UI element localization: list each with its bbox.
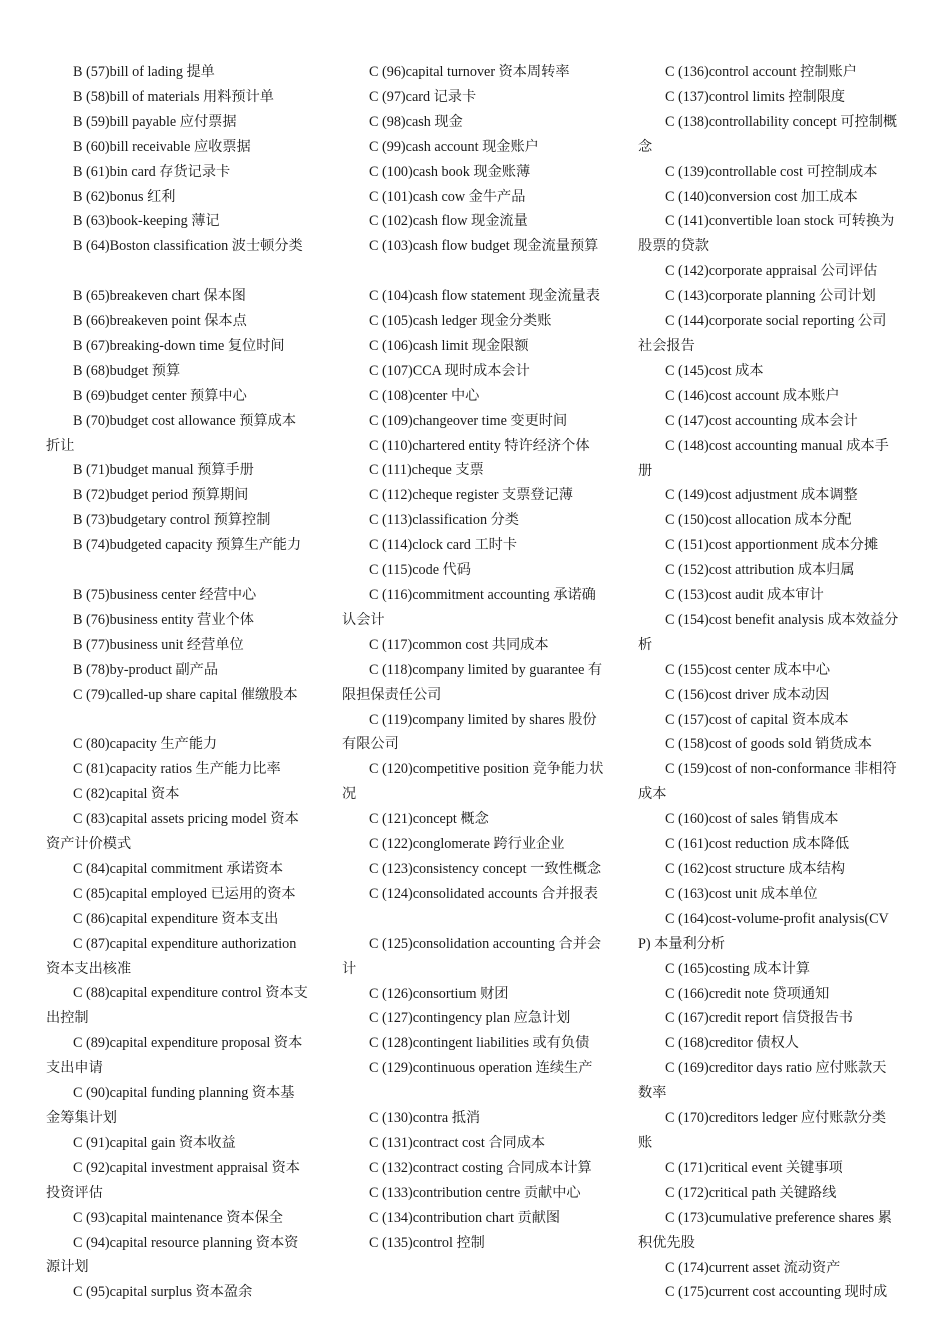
glossary-entry: C (104)cash flow statement 现金流量表 <box>369 288 600 305</box>
glossary-entry: C (144)corporate social reporting 公司社会报告 <box>638 313 887 354</box>
glossary-entry: B (62)bonus 红利 <box>73 188 176 205</box>
glossary-entry: C (118)company limited by guarantee 有限担保责任公司 <box>342 661 603 703</box>
glossary-entry: C (143)corporate planning 公司计划 <box>665 288 876 305</box>
glossary-entry: C (89)capital expenditure proposal 资本支出申请 <box>46 1035 303 1077</box>
glossary-entry: C (124)consolidated accounts 合并报表 <box>369 885 598 902</box>
glossary-entry: C (140)conversion cost 加工成本 <box>665 188 858 205</box>
glossary-entry: C (142)corporate appraisal 公司评估 <box>665 263 878 280</box>
glossary-entry: C (123)consistency concept 一致性概念 <box>369 860 602 877</box>
glossary-entry: C (175)current cost accounting 现时成 <box>665 1284 888 1301</box>
glossary-entry: C (95)capital surplus 资本盈余 <box>73 1284 253 1301</box>
glossary-entry: C (106)cash limit 现金限额 <box>369 337 529 354</box>
glossary-entry: B (60)bill receivable 应收票据 <box>73 138 251 155</box>
glossary-entry: B (69)budget center 预算中心 <box>73 387 247 404</box>
glossary-entry: C (100)cash book 现金账薄 <box>369 163 531 180</box>
glossary-entry: C (116)commitment accounting 承诺确认会计 <box>342 587 596 628</box>
glossary-entry: C (94)capital resource planning 资本资源计划 <box>46 1234 299 1276</box>
glossary-entry: C (152)cost attribution 成本归属 <box>665 562 855 579</box>
blank-line <box>46 558 308 583</box>
glossary-entry: B (59)bill payable 应付票据 <box>73 113 237 130</box>
blank-line <box>46 708 308 733</box>
glossary-entry: C (146)cost account 成本账户 <box>665 387 840 404</box>
glossary-entry: C (99)cash account 现金账户 <box>369 138 539 155</box>
glossary-entry: B (67)breaking-down time 复位时间 <box>73 337 285 354</box>
glossary-entry: C (122)conglomerate 跨行业企业 <box>369 836 565 853</box>
glossary-entry: B (73)budgetary control 预算控制 <box>73 512 271 529</box>
glossary-entry: C (149)cost adjustment 成本调整 <box>665 487 858 504</box>
glossary-entry: C (134)contribution chart 贡献图 <box>369 1209 561 1226</box>
glossary-entry: C (93)capital maintenance 资本保全 <box>73 1209 283 1226</box>
glossary-entry: B (65)breakeven chart 保本图 <box>73 288 246 305</box>
glossary-entry: B (77)business unit 经营单位 <box>73 636 244 653</box>
glossary-column-3 <box>638 60 900 1305</box>
glossary-entry: C (108)center 中心 <box>369 387 480 404</box>
glossary-entry: C (82)capital 资本 <box>73 786 180 803</box>
glossary-entry: C (117)common cost 共同成本 <box>369 636 549 653</box>
glossary-entry: C (126)consortium 财团 <box>369 985 509 1002</box>
glossary-entry: C (97)card 记录卡 <box>369 88 477 105</box>
glossary-entry: C (129)continuous operation 连续生产 <box>369 1060 593 1077</box>
glossary-entry: C (173)cumulative preference shares 累积优先股 <box>638 1209 892 1251</box>
glossary-entry: B (57)bill of lading 提单 <box>73 64 215 80</box>
glossary-entry: C (167)credit report 信贷报告书 <box>665 1010 853 1027</box>
glossary-entry: C (109)changeover time 变更时间 <box>369 412 568 429</box>
glossary-entry: C (96)capital turnover 资本周转率 <box>369 64 570 80</box>
glossary-entry: C (138)controllability concept 可控制概念 <box>638 113 898 155</box>
blank-line <box>342 1081 604 1106</box>
glossary-entry: C (160)cost of sales 销售成本 <box>665 811 839 828</box>
glossary-entry: C (121)concept 概念 <box>369 811 489 828</box>
glossary-entry: C (168)creditor 债权人 <box>665 1035 799 1052</box>
glossary-entry: C (159)cost of non-conformance 非相符成本 <box>638 761 897 803</box>
glossary-entry: C (85)capital employed 已运用的资本 <box>73 885 296 902</box>
glossary-entry: C (147)cost accounting 成本会计 <box>665 412 858 429</box>
glossary-entry: C (114)clock card 工时卡 <box>369 537 518 554</box>
glossary-entry: C (170)creditors ledger 应付账款分类账 <box>638 1110 887 1151</box>
glossary-entry: C (155)cost center 成本中心 <box>665 661 831 678</box>
glossary-entry: C (141)convertible loan stock 可转换为股票的贷款 <box>638 213 895 255</box>
glossary-entry: C (162)cost structure 成本结构 <box>665 861 846 877</box>
glossary-entry: C (153)cost audit 成本审计 <box>665 587 824 604</box>
glossary-entry: C (174)current asset 流动资产 <box>665 1259 841 1276</box>
glossary-entry: B (78)by-product 副产品 <box>73 661 219 678</box>
glossary-entry: C (87)capital expenditure authorization 资本支出核准 <box>46 935 297 977</box>
glossary-entry: C (80)capacity 生产能力 <box>73 736 218 753</box>
glossary-entry: C (120)competitive position 竞争能力状况 <box>342 761 604 803</box>
glossary-entry: C (161)cost reduction 成本降低 <box>665 836 850 853</box>
glossary-entry: C (119)company limited by shares 股份有限公司 <box>342 711 597 753</box>
glossary-entry: C (150)cost allocation 成本分配 <box>665 512 852 529</box>
blank-line <box>342 907 604 932</box>
glossary-column-2 <box>342 60 604 1255</box>
glossary-entry: C (132)contract costing 合同成本计算 <box>369 1159 592 1176</box>
glossary-entry: C (154)cost benefit analysis 成本效益分析 <box>638 611 899 653</box>
glossary-entry: B (75)business center 经营中心 <box>73 587 257 603</box>
glossary-entry: B (66)breakeven point 保本点 <box>73 313 247 330</box>
glossary-entry: C (101)cash cow 金牛产品 <box>369 188 526 205</box>
glossary-entry: C (148)cost accounting manual 成本手册 <box>638 437 889 479</box>
glossary-entry: C (172)critical path 关键路线 <box>665 1184 837 1201</box>
glossary-entry: C (127)contingency plan 应急计划 <box>369 1010 571 1027</box>
glossary-entry: B (71)budget manual 预算手册 <box>73 462 254 479</box>
glossary-entry: C (110)chartered entity 特许经济个体 <box>369 437 590 454</box>
glossary-entry: B (68)budget 预算 <box>73 362 181 379</box>
glossary-entry: C (164)cost-volume-profit analysis(CVP) 本量利分析 <box>638 910 889 952</box>
blank-line <box>46 259 308 284</box>
glossary-entry: C (125)consolidation accounting 合并会计 <box>342 935 602 977</box>
glossary-entry: B (74)budgeted capacity 预算生产能力 <box>73 537 302 554</box>
glossary-entry: B (61)bin card 存货记录卡 <box>73 163 231 180</box>
glossary-entry: C (171)critical event 关键事项 <box>665 1159 843 1176</box>
glossary-entry: C (131)contract cost 合同成本 <box>369 1134 546 1151</box>
glossary-entry: C (88)capital expenditure control 资本支出控制 <box>46 985 308 1027</box>
glossary-entry: C (83)capital assets pricing model 资本资产计价模式 <box>46 811 299 853</box>
glossary-entry: C (84)capital commitment 承诺资本 <box>73 860 284 877</box>
glossary-entry: B (63)book-keeping 薄记 <box>73 213 220 230</box>
glossary-entry: C (92)capital investment appraisal 资本投资评估 <box>46 1159 300 1201</box>
glossary-entry: C (113)classification 分类 <box>369 512 519 529</box>
glossary-entry: C (128)contingent liabilities 或有负债 <box>369 1035 590 1052</box>
glossary-entry: C (165)costing 成本计算 <box>665 960 811 977</box>
glossary-entry: B (64)Boston classification 波士顿分类 <box>73 238 303 255</box>
glossary-entry: C (156)cost driver 成本动因 <box>665 686 830 703</box>
glossary-entry: C (115)code 代码 <box>369 562 471 579</box>
glossary-entry: C (103)cash flow budget 现金流量预算 <box>369 238 599 255</box>
glossary-entry: C (133)contribution centre 贡献中心 <box>369 1184 581 1201</box>
glossary-entry: C (105)cash ledger 现金分类账 <box>369 313 552 330</box>
glossary-entry: B (58)bill of materials 用料预计单 <box>73 88 274 105</box>
glossary-entry: C (151)cost apportionment 成本分摊 <box>665 537 879 554</box>
glossary-entry: B (70)budget cost allowance 预算成本折让 <box>46 412 297 454</box>
glossary-entry: C (91)capital gain 资本收益 <box>73 1134 236 1151</box>
glossary-entry: C (158)cost of goods sold 销货成本 <box>665 736 872 753</box>
glossary-entry: C (90)capital funding planning 资本基金筹集计划 <box>46 1085 295 1127</box>
glossary-entry: B (76)business entity 营业个体 <box>73 611 254 628</box>
glossary-entry: C (166)credit note 贷项通知 <box>665 985 830 1002</box>
glossary-entry: C (79)called-up share capital 催缴股本 <box>73 686 298 703</box>
glossary-entry: C (112)cheque register 支票登记薄 <box>369 487 573 504</box>
glossary-column-1 <box>46 60 308 1305</box>
glossary-entry: C (98)cash 现金 <box>369 113 463 130</box>
glossary-entry: C (130)contra 抵消 <box>369 1110 481 1127</box>
glossary-entry: C (163)cost unit 成本单位 <box>665 885 818 902</box>
glossary-entry: C (139)controllable cost 可控制成本 <box>665 163 878 180</box>
glossary-entry: C (135)control 控制 <box>369 1234 485 1251</box>
glossary-entry: B (72)budget period 预算期间 <box>73 487 249 504</box>
glossary-entry: C (169)creditor days ratio 应付账款天数率 <box>638 1060 887 1102</box>
glossary-entry: C (102)cash flow 现金流量 <box>369 213 528 230</box>
glossary-entry: C (145)cost 成本 <box>665 362 764 379</box>
glossary-entry: C (81)capacity ratios 生产能力比率 <box>73 761 281 778</box>
glossary-entry: C (136)control account 控制账户 <box>665 64 857 80</box>
glossary-entry: C (111)cheque 支票 <box>369 462 484 479</box>
glossary-entry: C (157)cost of capital 资本成本 <box>665 711 849 728</box>
glossary-entry: C (86)capital expenditure 资本支出 <box>73 910 279 927</box>
blank-line <box>342 259 604 284</box>
glossary-entry: C (137)control limits 控制限度 <box>665 88 846 105</box>
glossary-entry: C (107)CCA 现时成本会计 <box>369 362 530 379</box>
